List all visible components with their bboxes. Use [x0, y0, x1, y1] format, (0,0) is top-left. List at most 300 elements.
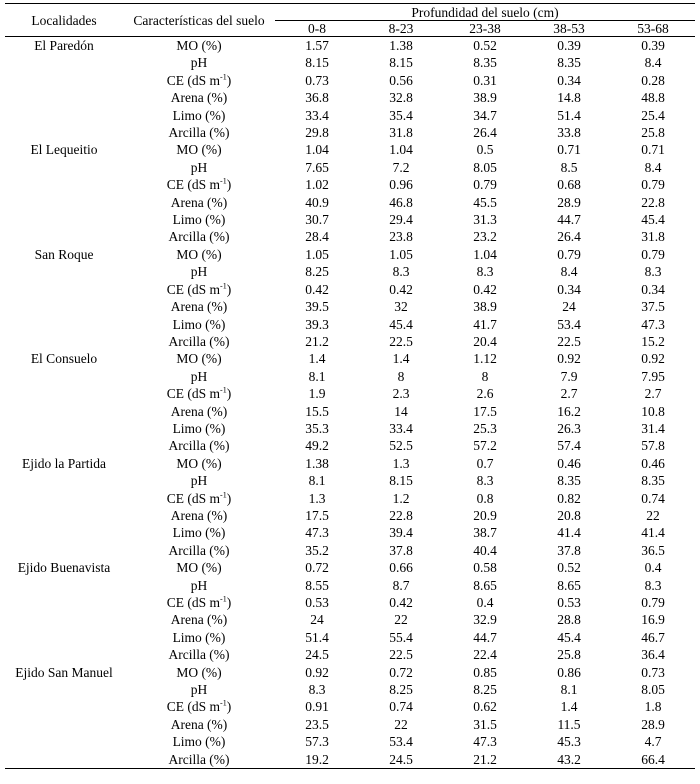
value-cell: 0.28: [641, 72, 665, 88]
value-cell: 23.8: [389, 229, 413, 245]
value-cell: 49.2: [305, 438, 329, 454]
property-label: MO (%): [176, 560, 222, 576]
value-cell: 8.4: [560, 264, 578, 280]
value-cell: 1.3: [392, 455, 410, 471]
value-cell: 57.3: [305, 734, 329, 750]
value-cell: 55.4: [389, 629, 413, 645]
table-row: [5, 124, 695, 141]
value-cell: 8.25: [305, 264, 329, 280]
locality-name: Ejido Buenavista: [17, 560, 111, 576]
value-cell: 31.5: [473, 716, 497, 732]
property-label: Arcilla (%): [123, 751, 275, 769]
value-cell: 0.52: [557, 560, 581, 576]
locality-cell-empty: [5, 681, 123, 698]
property-label: CE (dS $m^{-1}$): [166, 281, 232, 297]
property-label: Arcilla (%): [168, 229, 230, 245]
value-cell: 48.8: [641, 90, 665, 106]
table-row: [5, 420, 695, 437]
value-cell: 8.1: [560, 682, 578, 698]
value-cell: 8.7: [392, 577, 410, 593]
value-cell: 0.73: [641, 664, 665, 680]
locality-name: El Consuelo: [30, 351, 98, 367]
value-cell: 22.8: [641, 194, 665, 210]
value-cell: 26.3: [557, 420, 581, 436]
locality-name: El Lequeitio: [30, 142, 98, 158]
property-label: Limo (%): [172, 420, 226, 436]
table-row: [5, 594, 695, 611]
value-cell: 20.9: [473, 507, 497, 523]
value-cell: 14: [394, 403, 408, 419]
value-cell: 20.8: [557, 507, 581, 523]
value-cell: 1.4: [560, 699, 578, 715]
locality-cell-empty: [5, 281, 123, 298]
value-cell: 0.42: [305, 281, 329, 297]
locality-cell-empty: [5, 316, 123, 333]
property-label: Limo (%): [172, 316, 226, 332]
table-row: [5, 316, 695, 333]
value-cell: 0.73: [305, 72, 329, 88]
value-cell: 25.4: [641, 107, 665, 123]
value-cell: 8.15: [389, 473, 413, 489]
value-cell: 29.8: [305, 125, 329, 141]
value-cell: 45.4: [557, 629, 581, 645]
property-label: pH: [190, 368, 208, 384]
value-cell: 8: [397, 368, 405, 384]
property-label: MO (%): [176, 142, 222, 158]
table-row: [5, 298, 695, 315]
value-cell: 1.05: [389, 246, 413, 262]
value-cell: 33.4: [389, 420, 413, 436]
value-cell: 21.2: [443, 751, 527, 769]
header-profundidad: Profundidad del suelo (cm): [275, 4, 695, 21]
value-cell: 1.8: [644, 699, 662, 715]
property-label: pH: [190, 159, 208, 175]
table-row: [5, 437, 695, 454]
value-cell: 7.95: [641, 368, 665, 384]
header-depth-2: 23-38: [443, 21, 527, 37]
value-cell: 1.04: [305, 142, 329, 158]
table-row: [5, 629, 695, 646]
table-row: [5, 176, 695, 193]
table-row: [5, 646, 695, 663]
value-cell: 0.8: [476, 490, 494, 506]
value-cell: 0.46: [557, 455, 581, 471]
value-cell: 36.4: [641, 647, 665, 663]
table-row: [5, 89, 695, 106]
value-cell: 0.53: [557, 595, 581, 610]
value-cell: 8.25: [473, 682, 497, 698]
table-body: [5, 37, 695, 769]
value-cell: 8.3: [644, 264, 662, 280]
value-cell: 53.4: [389, 734, 413, 750]
value-cell: 47.3: [473, 734, 497, 750]
locality-cell-empty: [5, 333, 123, 350]
property-label: pH: [190, 264, 208, 280]
value-cell: 45.4: [641, 212, 665, 228]
value-cell: 31.4: [641, 420, 665, 436]
value-cell: 39.5: [305, 299, 329, 315]
value-cell: 22.5: [557, 333, 581, 349]
value-cell: 25.8: [557, 647, 581, 663]
soil-properties-table: [5, 3, 695, 769]
locality-cell-empty: [5, 542, 123, 559]
header-depth-0: 0-8: [275, 21, 359, 37]
property-label: Limo (%): [172, 107, 226, 123]
locality-cell-empty: [5, 263, 123, 280]
value-cell: 25.8: [641, 125, 665, 141]
value-cell: 41.4: [641, 525, 665, 541]
value-cell: 28.4: [305, 229, 329, 245]
table-row: [5, 733, 695, 750]
table-row: [5, 37, 695, 55]
table-row: [5, 611, 695, 628]
value-cell: 26.4: [557, 229, 581, 245]
value-cell: 21.2: [305, 333, 329, 349]
property-label: MO (%): [176, 351, 222, 367]
value-cell: 44.7: [473, 629, 497, 645]
value-cell: 8.65: [557, 577, 581, 593]
locality-cell-empty: [5, 368, 123, 385]
value-cell: 8: [481, 368, 489, 384]
value-cell: 0.96: [389, 177, 413, 193]
value-cell: 1.04: [389, 142, 413, 158]
table-header: [5, 4, 695, 37]
value-cell: 8.3: [392, 264, 410, 280]
property-label: pH: [190, 473, 208, 489]
value-cell: 24: [310, 612, 324, 628]
value-cell: 53.4: [557, 316, 581, 332]
value-cell: 1.2: [392, 490, 410, 506]
header-depth-3: 38-53: [527, 21, 611, 37]
table-row: [5, 350, 695, 367]
value-cell: 26.4: [473, 125, 497, 141]
value-cell: 8.05: [473, 159, 497, 175]
value-cell: 38.7: [473, 525, 497, 541]
value-cell: 1.57: [305, 38, 329, 53]
value-cell: 0.42: [389, 595, 413, 610]
property-label: Arena (%): [170, 716, 228, 732]
locality-cell-empty: [5, 698, 123, 715]
value-cell: 35.3: [305, 420, 329, 436]
locality-cell-empty: [5, 211, 123, 228]
value-cell: 38.9: [473, 299, 497, 315]
value-cell: 8.5: [560, 159, 578, 175]
value-cell: 0.4: [476, 595, 494, 610]
value-cell: 0.74: [641, 490, 665, 506]
value-cell: 31.8: [389, 125, 413, 141]
value-cell: 31.8: [641, 229, 665, 245]
value-cell: 8.55: [305, 577, 329, 593]
value-cell: 16.9: [641, 612, 665, 628]
value-cell: 22.5: [389, 647, 413, 663]
property-label: Arcilla (%): [168, 438, 230, 454]
value-cell: 8.4: [644, 159, 662, 175]
value-cell: 0.31: [473, 72, 497, 88]
value-cell: 37.5: [641, 299, 665, 315]
property-label: CE (dS $m^{-1}$): [166, 72, 232, 88]
value-cell: 8.3: [644, 577, 662, 593]
value-cell: 0.39: [557, 38, 581, 53]
value-cell: 8.15: [305, 55, 329, 71]
value-cell: 31.3: [473, 212, 497, 228]
value-cell: 57.2: [473, 438, 497, 454]
locality-cell-empty: [5, 72, 123, 89]
value-cell: 32.9: [473, 612, 497, 628]
value-cell: 51.4: [557, 107, 581, 123]
value-cell: 35.4: [389, 107, 413, 123]
value-cell: 2.6: [476, 386, 494, 402]
value-cell: 8.3: [308, 682, 326, 698]
table-row: [5, 385, 695, 402]
value-cell: 34.7: [473, 107, 497, 123]
locality-cell-empty: [5, 159, 123, 176]
value-cell: 0.62: [473, 699, 497, 715]
value-cell: 0.39: [641, 38, 665, 53]
value-cell: 0.52: [473, 38, 497, 53]
locality-name: Ejido la Partida: [22, 455, 106, 471]
value-cell: 24.5: [305, 647, 329, 663]
value-cell: 8.35: [473, 55, 497, 71]
header-depth-4: 53-68: [611, 21, 695, 37]
locality-cell-empty: [5, 733, 123, 750]
value-cell: 22: [394, 716, 408, 732]
value-cell: 8.65: [473, 577, 497, 593]
value-cell: 0.66: [389, 560, 413, 576]
value-cell: 22: [394, 612, 408, 628]
table-row: [5, 542, 695, 559]
value-cell: 0.56: [389, 72, 413, 88]
locality-cell-empty: [5, 646, 123, 663]
locality-cell-empty: [5, 577, 123, 594]
value-cell: 0.7: [476, 455, 494, 471]
value-cell: 37.8: [389, 542, 413, 558]
value-cell: 2.3: [392, 386, 410, 402]
value-cell: 0.71: [641, 142, 665, 158]
value-cell: 0.72: [389, 664, 413, 680]
value-cell: 8.3: [476, 264, 494, 280]
property-label: CE (dS $m^{-1}$): [166, 490, 232, 506]
property-label: CE (dS $m^{-1}$): [166, 594, 232, 610]
value-cell: 1.12: [473, 351, 497, 367]
value-cell: 8.15: [389, 55, 413, 71]
table-row: [5, 577, 695, 594]
value-cell: 43.2: [527, 751, 611, 769]
value-cell: 24.5: [359, 751, 443, 769]
locality-cell-empty: [5, 490, 123, 507]
locality-cell-empty: [5, 228, 123, 245]
value-cell: 1.3: [308, 490, 326, 506]
property-label: Arena (%): [170, 90, 228, 106]
value-cell: 8.25: [389, 682, 413, 698]
property-label: Arcilla (%): [168, 647, 230, 663]
value-cell: 0.92: [557, 351, 581, 367]
value-cell: 36.5: [641, 542, 665, 558]
value-cell: 0.92: [641, 351, 665, 367]
property-label: Limo (%): [172, 212, 226, 228]
locality-cell-empty: [5, 594, 123, 611]
value-cell: 52.5: [389, 438, 413, 454]
value-cell: 1.38: [305, 455, 329, 471]
value-cell: 33.4: [305, 107, 329, 123]
value-cell: 1.05: [305, 246, 329, 262]
value-cell: 1.4: [308, 351, 326, 367]
value-cell: 57.4: [557, 438, 581, 454]
property-label: MO (%): [176, 455, 222, 471]
value-cell: 0.79: [641, 246, 665, 262]
table-row: [5, 507, 695, 524]
property-label: Arcilla (%): [168, 333, 230, 349]
table-row: [5, 490, 695, 507]
value-cell: 1.4: [392, 351, 410, 367]
locality-cell-empty: [5, 716, 123, 733]
locality-cell-empty: [5, 124, 123, 141]
table-row: [5, 141, 695, 158]
table-row: [5, 368, 695, 385]
locality-name: El Paredón: [34, 38, 94, 53]
value-cell: 45.5: [473, 194, 497, 210]
value-cell: 1.38: [389, 38, 413, 53]
value-cell: 0.92: [305, 664, 329, 680]
table-row: [5, 246, 695, 263]
property-label: Arena (%): [170, 403, 228, 419]
value-cell: 0.79: [641, 595, 665, 610]
locality-cell-empty: [5, 385, 123, 402]
locality-name: San Roque: [34, 246, 94, 262]
value-cell: 0.85: [473, 664, 497, 680]
value-cell: 17.5: [473, 403, 497, 419]
value-cell: 8.35: [641, 473, 665, 489]
property-label: Arcilla (%): [168, 542, 230, 558]
value-cell: 46.8: [389, 194, 413, 210]
value-cell: 35.2: [305, 542, 329, 558]
table-row: [5, 333, 695, 350]
table-row: [5, 698, 695, 715]
value-cell: 0.42: [389, 281, 413, 297]
locality-cell-empty: [5, 420, 123, 437]
value-cell: 7.2: [392, 159, 410, 175]
property-label: CE (dS $m^{-1}$): [166, 176, 232, 193]
table-row: [5, 559, 695, 576]
value-cell: 38.9: [473, 90, 497, 106]
property-label: CE (dS $m^{-1}$): [166, 385, 232, 402]
property-label: pH: [190, 682, 208, 698]
table-row: [5, 194, 695, 211]
value-cell: 39.4: [389, 525, 413, 541]
value-cell: 40.9: [305, 194, 329, 210]
table-row: [5, 263, 695, 280]
property-label: MO (%): [176, 38, 222, 53]
value-cell: 20.4: [473, 333, 497, 349]
value-cell: 24: [562, 299, 576, 315]
locality-cell-empty: [5, 107, 123, 124]
value-cell: 11.5: [557, 716, 581, 732]
value-cell: 32.8: [389, 90, 413, 106]
property-label: Arena (%): [170, 612, 228, 628]
value-cell: 22.4: [473, 647, 497, 663]
value-cell: 47.3: [305, 525, 329, 541]
header-localidades: Localidades: [5, 4, 123, 37]
value-cell: 0.53: [305, 595, 329, 610]
value-cell: 51.4: [305, 629, 329, 645]
property-label: pH: [190, 55, 208, 71]
table-row: [5, 751, 695, 769]
value-cell: 0.34: [557, 72, 581, 88]
value-cell: 22: [646, 507, 660, 523]
value-cell: 8.05: [641, 682, 665, 698]
value-cell: 23.5: [305, 716, 329, 732]
value-cell: 15.5: [305, 403, 329, 419]
table-row: [5, 664, 695, 681]
table-row: [5, 524, 695, 541]
value-cell: 45.3: [557, 734, 581, 750]
property-label: pH: [190, 577, 208, 593]
value-cell: 0.58: [473, 560, 497, 576]
table-row: [5, 72, 695, 89]
value-cell: 17.5: [305, 507, 329, 523]
locality-cell-empty: [5, 298, 123, 315]
value-cell: 16.2: [557, 403, 581, 419]
soil-table-container: [5, 3, 695, 769]
value-cell: 45.4: [389, 316, 413, 332]
table-row: [5, 211, 695, 228]
property-label: Limo (%): [172, 734, 226, 750]
property-label: CE (dS $m^{-1}$): [166, 698, 232, 715]
value-cell: 0.34: [557, 281, 581, 297]
value-cell: 28.9: [641, 716, 665, 732]
value-cell: 8.3: [476, 473, 494, 489]
value-cell: 2.7: [560, 386, 578, 402]
locality-cell-empty: [5, 751, 123, 769]
header-depth-1: 8-23: [359, 21, 443, 37]
value-cell: 30.7: [305, 212, 329, 228]
value-cell: 0.5: [476, 142, 494, 158]
value-cell: 7.65: [305, 159, 329, 175]
value-cell: 19.2: [275, 751, 359, 769]
value-cell: 32: [394, 299, 408, 315]
value-cell: 0.86: [557, 664, 581, 680]
table-row: [5, 681, 695, 698]
value-cell: 25.3: [473, 420, 497, 436]
table-row: [5, 54, 695, 71]
value-cell: 0.74: [389, 699, 413, 715]
value-cell: 41.4: [557, 525, 581, 541]
value-cell: 15.2: [641, 333, 665, 349]
property-label: Arena (%): [170, 299, 228, 315]
value-cell: 33.8: [557, 125, 581, 141]
property-label: Arena (%): [170, 507, 228, 523]
locality-cell-empty: [5, 629, 123, 646]
value-cell: 0.72: [305, 560, 329, 576]
value-cell: 47.3: [641, 316, 665, 332]
value-cell: 0.79: [473, 177, 497, 193]
value-cell: 28.9: [557, 194, 581, 210]
locality-cell-empty: [5, 403, 123, 420]
value-cell: 8.4: [644, 55, 662, 71]
value-cell: 7.9: [560, 368, 578, 384]
value-cell: 0.71: [557, 142, 581, 158]
value-cell: 0.82: [557, 490, 581, 506]
value-cell: 0.68: [557, 177, 581, 193]
property-label: Arena (%): [170, 194, 228, 210]
value-cell: 0.42: [473, 281, 497, 297]
value-cell: 8.1: [308, 473, 326, 489]
locality-cell-empty: [5, 54, 123, 71]
value-cell: 2.7: [644, 386, 662, 402]
value-cell: 22.8: [389, 507, 413, 523]
locality-cell-empty: [5, 437, 123, 454]
value-cell: 8.35: [557, 473, 581, 489]
value-cell: 39.3: [305, 316, 329, 332]
